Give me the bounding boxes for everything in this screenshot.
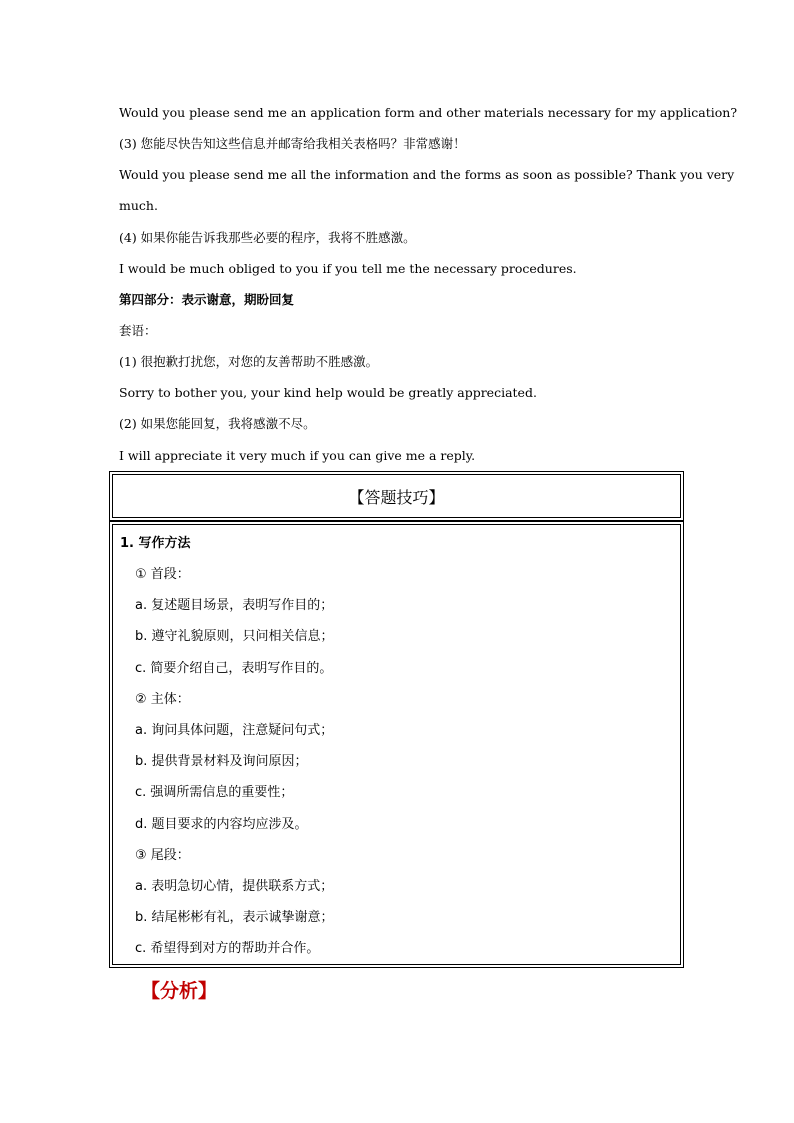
list-item: c. 强调所需信息的重要性； (135, 785, 294, 800)
text-line: (1) 很抱歉打扰您，对您的友善帮助不胜感激。 (119, 354, 379, 369)
analysis-heading: 【分析】 (141, 980, 218, 1002)
list-item: a. 表明急切心情，提供联系方式； (135, 879, 334, 894)
section-label: ③ 尾段： (135, 848, 190, 863)
text-line: 套语： (119, 323, 157, 338)
list-item: b. 结尾彬彬有礼，表示诚挚谢意； (135, 910, 334, 925)
list-item: d. 题目要求的内容均应涉及。 (135, 817, 308, 832)
text-line: Would you please send me all the information and the forms as soon as possible? Thank you very (119, 167, 735, 182)
list-item: c. 希望得到对方的帮助并合作。 (135, 941, 320, 956)
tips-content-frame (112, 524, 681, 965)
list-item: c. 简要介绍自己，表明写作目的。 (135, 661, 333, 676)
section-label: ② 主体： (135, 692, 190, 707)
list-item: b. 提供背景材料及询问原因； (135, 754, 308, 769)
text-line: much. (119, 198, 158, 213)
list-item: a. 询问具体问题，注意疑问句式； (135, 723, 334, 738)
tips-title-box (109, 471, 684, 521)
text-line: (2) 如果您能回复，我将感激不尽。 (119, 416, 316, 431)
list-item: b. 遵守礼貌原则，只问相关信息； (135, 629, 334, 644)
section-heading: 第四部分：表示谢意，期盼回复 (119, 292, 295, 307)
text-line: (3) 您能尽快告知这些信息并邮寄给我相关表格吗？非常感谢！ (119, 136, 466, 151)
text-line: I would be much obliged to you if you tell me the necessary procedures. (119, 261, 577, 276)
tips-content-box (109, 521, 684, 968)
section-label: ① 首段： (135, 567, 190, 582)
tips-title: 【答题技巧】 (348, 487, 445, 507)
text-line: Sorry to bother you, your kind help would be greatly appreciated. (119, 385, 537, 400)
tips-heading: 1. 写作方法 (120, 536, 191, 551)
list-item: a. 复述题目场景，表明写作目的； (135, 598, 334, 613)
text-line: Would you please send me an application form and other materials necessary for my application? (119, 105, 738, 120)
tips-title-frame (112, 474, 681, 518)
text-line: (4) 如果你能告诉我那些必要的程序，我将不胜感激。 (119, 230, 416, 245)
text-line: I will appreciate it very much if you can give me a reply. (119, 448, 476, 463)
